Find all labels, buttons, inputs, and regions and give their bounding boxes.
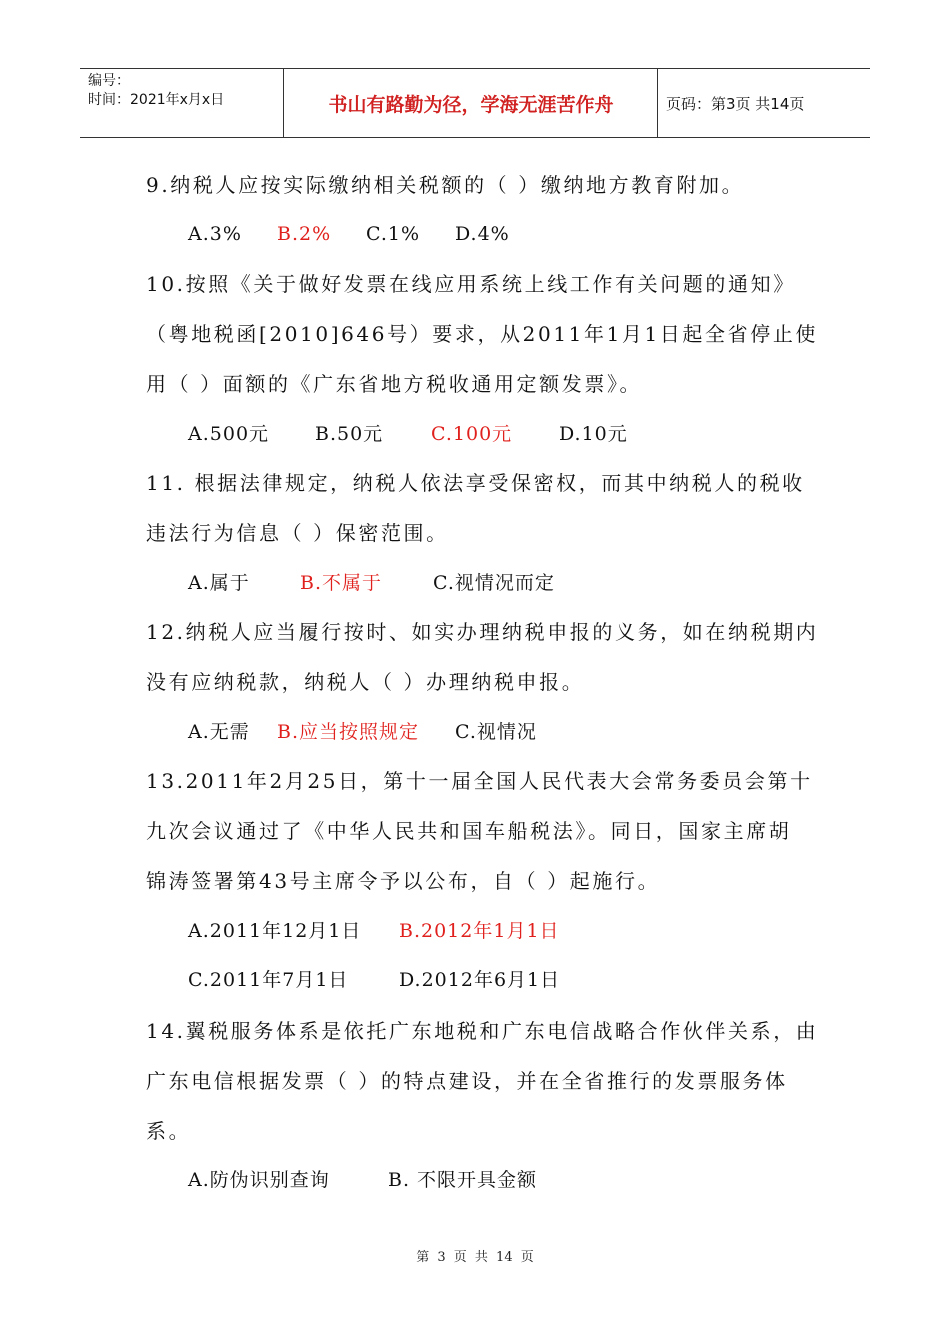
question-13-option-b-answer: B.2012年1月1日: [399, 920, 560, 942]
question-14-option-b: B. 不限开具金额: [388, 1169, 538, 1191]
question-10-option-a: A.500元: [188, 423, 270, 445]
question-11-line-1: 11. 根据法律规定，纳税人依法享受保密权，而其中纳税人的税收: [146, 471, 805, 495]
question-12-line-2: 没有应纳税款，纳税人（ ）办理纳税申报。: [146, 670, 585, 694]
question-11-option-b-answer: B.不属于: [300, 572, 383, 594]
question-14-option-a: A.防伪识别查询: [188, 1169, 330, 1191]
question-10-option-b: B.50元: [315, 423, 384, 445]
document-number-label: 编号：: [88, 73, 130, 89]
header-meta: [88, 72, 224, 110]
question-13-option-c: C.2011年7月1日: [188, 969, 349, 991]
question-12-line-1: 12.纳税人应当履行按时、如实办理纳税申报的义务，如在纳税期内: [146, 620, 819, 644]
question-11-option-c: C.视情况而定: [433, 572, 555, 594]
question-12-option-c: C.视情况: [455, 721, 537, 743]
question-12-option-a: A.无需: [188, 721, 250, 743]
question-10-line-1: 10.按照《关于做好发票在线应用系统上线工作有关问题的通知》: [146, 272, 796, 296]
question-9-option-a: A.3%: [188, 223, 242, 245]
question-10-line-3: 用（ ）面额的《广东省地方税收通用定额发票》。: [146, 372, 643, 396]
page-header: [80, 68, 870, 138]
header-divider: [283, 69, 284, 137]
question-9-option-b-answer: B.2%: [277, 223, 332, 245]
header-divider: [657, 69, 658, 137]
question-13-option-a: A.2011年12月1日: [188, 920, 362, 942]
question-13-option-d: D.2012年6月1日: [399, 969, 561, 991]
question-14-line-3: 系。: [146, 1119, 192, 1143]
header-page-info: 页码：第3页 共14页: [666, 94, 805, 113]
question-10-option-c-answer: C.100元: [431, 423, 513, 445]
question-14-line-2: 广东电信根据发票（ ）的特点建设，并在全省推行的发票服务体: [146, 1069, 788, 1093]
question-10-line-2: （粤地税函[2010]646号）要求，从2011年1月1日起全省停止使: [146, 322, 819, 346]
question-13-line-3: 锦涛签署第43号主席令予以公布，自（ ）起施行。: [146, 869, 661, 893]
question-10-option-d: D.10元: [559, 423, 628, 445]
question-13-line-1: 13.2011年2月25日，第十一届全国人民代表大会常务委员会第十: [146, 769, 813, 793]
question-9-text: 9.纳税人应按实际缴纳相关税额的（ ）缴纳地方教育附加。: [146, 173, 745, 197]
page-footer: 第 3 页 共 14 页: [416, 1250, 534, 1265]
question-9-option-d: D.4%: [455, 223, 510, 245]
header-motto: 书山有路勤为径，学海无涯苦作舟: [328, 93, 614, 116]
question-9-option-c: C.1%: [366, 223, 421, 245]
question-11-line-2: 违法行为信息（ ）保密范围。: [146, 521, 449, 545]
document-date: 时间：2021年x月x日: [88, 92, 225, 108]
question-14-line-1: 14.翼税服务体系是依托广东地税和广东电信战略合作伙伴关系，由: [146, 1019, 819, 1043]
question-11-option-a: A.属于: [188, 572, 250, 594]
question-13-line-2: 九次会议通过了《中华人民共和国车船税法》。同日，国家主席胡: [146, 819, 792, 843]
question-12-option-b-answer: B.应当按照规定: [277, 721, 420, 743]
